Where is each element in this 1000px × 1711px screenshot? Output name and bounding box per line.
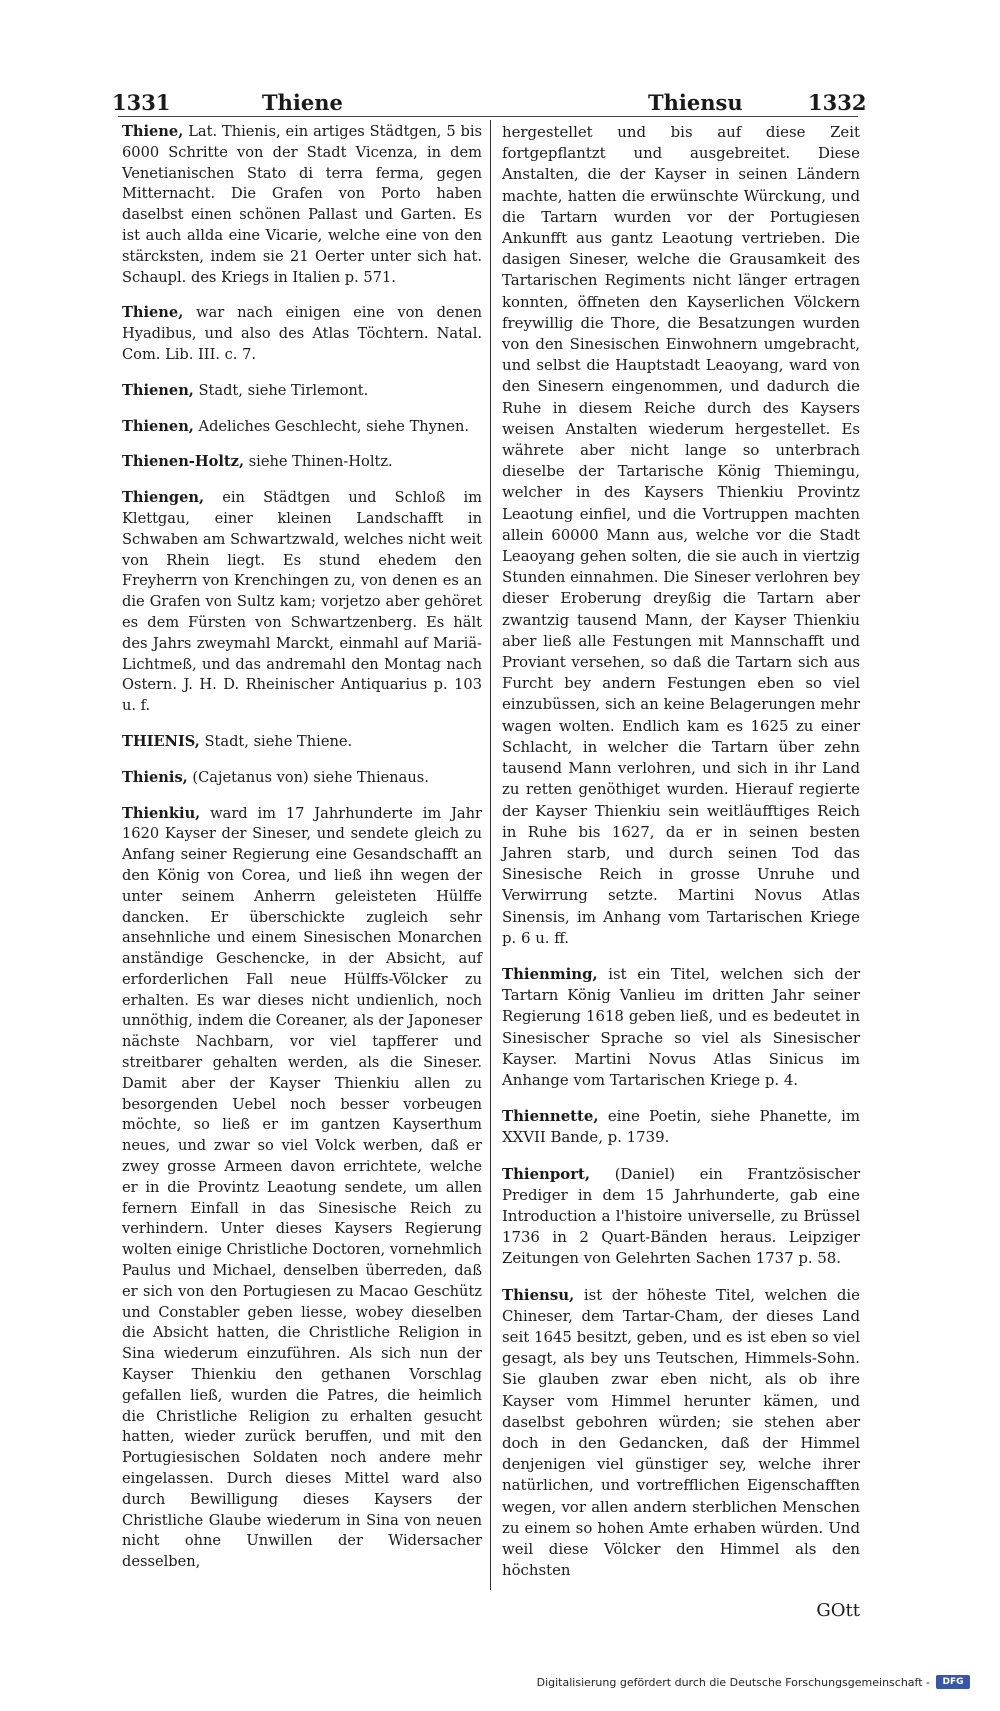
catchword: GOtt: [816, 1600, 860, 1621]
dfg-logo: DFG: [936, 1675, 970, 1689]
header-rule: [118, 116, 858, 117]
entry-lemma: Thienming,: [502, 964, 598, 983]
left-column: [122, 122, 482, 1588]
entry-lemma: Thienen-Holtz,: [122, 453, 245, 471]
entry: [122, 768, 482, 789]
entry-text: (Cajetanus von) siehe Thienaus.: [192, 768, 429, 786]
entry-text: Stadt, siehe Tirlemont.: [198, 381, 369, 399]
entry-lemma: Thienen,: [122, 381, 194, 399]
footer-credit: Digitalisierung gefördert durch die Deutsche Forschungsgemeinschaft -: [536, 1675, 930, 1689]
entry-text: Lat. Thienis, ein artiges Städtgen, 5 bis 6000 Schritte von der Stadt Vicenza, in dem Venetianischen Stato di terra ferma, gegen Mitternacht. Die Grafen von Porto haben daselbst einen schönen Pallast und Garten. Es ist auch allda eine Vicarie, welche eine von den stärcksten, indem sie 21 Oerter unter sich hat. Schaupl. des Kriegs in Italien p. 571.: [122, 123, 483, 286]
entry-text: ist der höheste Titel, welchen die Chineser, dem Tartar-Cham, der dieses Land seit 1645 besitzt, geben, und es ist eben so viel gesagt, als bey uns Teutschen, Himmels-Sohn. Sie glauben zwar eben nicht, als ob ihre Kayser vom Himmel herunter kämen, und daselbst gebohren würden; sie stehen aber doch in den Gedancken, daß der Himmel denjenigen viel günstiger sey, welche ihrer natürlichen, und vortrefflichen Eigenschafften wegen, vor allen andern sterblichen Menschen zu einem so hohen Amte erhaben würden. Und weil diese Völcker den Himmel als den höchsten: [502, 1285, 860, 1580]
entry-text: war nach einigen eine von denen Hyadibus, und also des Atlas Töchtern. Natal. Com. Lib. III. c. 7.: [122, 304, 482, 363]
entry-text: ist ein Titel, welchen sich der Tartarn König Vanlieu im dritten Jahr seiner Regierung 1618 geben ließ, und es bedeutet in Sinesischer Sprache so viel als Sinesischer Kayser. Martini Novus Atlas Sinicus im Anhange vom Tartarischen Kriege p. 4.: [502, 964, 861, 1089]
entry-lemma: Thienkiu,: [122, 804, 201, 822]
entry: [122, 804, 482, 1573]
entry-text: Stadt, siehe Thiene.: [204, 732, 353, 750]
entry: [122, 303, 482, 365]
entry-lemma: Thiene,: [122, 304, 184, 322]
right-page-number: 1332: [808, 90, 867, 115]
entry: [502, 1285, 860, 1582]
entry: [122, 417, 482, 438]
entry-lemma: Thienis,: [122, 768, 188, 786]
entry-text: (Daniel) ein Frantzösischer Prediger in dem 15 Jahrhunderte, gab eine Introduction a l'histoire universelle, zu Brüssel 1736 in 2 Quart-Bänden heraus. Leipziger Zeitungen von Gelehrten Sachen 1737 p. 58.: [502, 1164, 860, 1268]
entry: [122, 732, 482, 753]
entry-text: hergestellet und bis auf diese Zeit fortgepflantzt und ausgebreitet. Diese Anstalten, die der Kayser in seinen Ländern machte, hatten die erwünschte Würckung, und die Tartarn wurden vor der Portugiesen Ankunfft aus gantz Leaotung vertrieben. Die dasigen Sineser, welche die Grausamkeit des Tartarischen Regiments nicht länger ertragen konnten, öffneten den Kayserlichen Völckern freywillig die Thore, die Besatzungen wurden von den Sinesischen Einwohnern umgebracht, und selbst die Hauptstadt Leaoyang, ward von den Sinesern eingenommen, und dadurch die Ruhe in diesem Reiche durch des Kaysers weisen Anstalten wiederum hergestellet. Es währete aber nicht lange so unterbrach dieselbe der Tartarische König Thiemingu, welcher in des Kaysers Thienkiu Provintz Leaotung einfiel, und die Vortruppen machten allein 60000 Mann aus, welche vor die Stadt Leaoyang gehen solten, die sie auch in viertzig Stunden einnahmen. Die Sineser verlohren bey dieser Eroberung dreyßig die Tartarn aber zwantzig tausend Mann, der Kayser Thienkiu aber ließ alle Festungen mit Mannschafft und Proviant versehen, so daß die Tartarn sich aus Furcht bey andern Festungen eben so viel einzubüssen, sich an keine Belagerungen mehr wagen wolten. Endlich kam es 1625 zu einer Schlacht, in welcher die Tartarn über zehn tausend Mann verlohren, und sich in ihr Land zu retten genöthiget wurden. Hierauf regierte der Kayser Thienkiu sein weitläufftiges Reich in Ruhe bis 1627, da er in seinen besten Jahren starb, und durch seinen Tod das Sinesische Reich in grosse Unruhe und Verwirrung setzte. Martini Novus Atlas Sinensis, im Anhang vom Tartarischen Kriege p. 6 u. ff.: [502, 123, 860, 947]
entry-lemma: THIENIS,: [122, 732, 200, 750]
left-page-number: 1331: [112, 90, 171, 115]
entry: [122, 488, 482, 717]
column-divider: [490, 120, 491, 1590]
entry-lemma: Thiene,: [122, 123, 184, 140]
entry-lemma: Thienport,: [502, 1164, 591, 1183]
entry: [122, 122, 482, 288]
entry: [502, 964, 860, 1091]
entry-lemma: Thiengen,: [122, 489, 205, 507]
entry-text: Adeliches Geschlecht, siehe Thynen.: [198, 417, 470, 435]
entry: [122, 452, 482, 473]
entry-text: ward im 17 Jahrhunderte im Jahr 1620 Kayser der Sineser, und sendete gleich zu Anfang seiner Regierung eine Gesandschafft an den König von Corea, und ließ ihn wegen der unter seinem Anherrn geleisteten Hülffe dancken. Er überschickte zugleich sehr ansehnliche und einem Sinesischen Monarchen anständige Geschencke, in der Absicht, auf erforderlichen Fall neue Hülffs-Völcker zu erhalten. Es war dieses nicht undienlich, noch unnöthig, indem die Coreaner, als der Japoneser nächste Nachbarn, vor viel tapfferer und streitbarer gehalten werden, als die Sineser. Damit aber der Kayser Thienkiu allen zu besorgenden Uebel noch besser vorbeugen möchte, so ließ er im gantzen Kayserthum neues, und zwar so viel Volck werben, daß er zwey grosse Armeen davon errichtete, welche er in die Provintz Leaotung sendete, um allen fernern Einfall in das Sinesische Reich zu verhindern. Unter dieses Kaysers Regierung wolten einige Christliche Doctoren, vornehmlich Paulus und Michael, denselben überreden, daß er sich von den Portugiesen zu Macao Geschütz und Constabler geben liesse, wobey dieselben die Absicht hatten, die Christliche Religion in Sina wiederum einzuführen. Als sich nun der Kayser Thienkiu den gethanen Vorschlag gefallen ließ, wurden die Patres, die heimlich die Christliche Religion zu erhalten gesucht hatten, wieder zurück beruffen, und mit den Portugiesischen Soldaten noch andere mehr eingelassen. Durch dieses Mittel ward also durch Bewilligung dieses Kaysers der Christliche Glaube wiederum in Sina von neuen nicht ohne Unwillen der Widersacher desselben,: [122, 804, 483, 1571]
right-running-title: Thiensu: [648, 90, 743, 115]
entry-lemma: Thiensu,: [502, 1285, 575, 1304]
right-column: [502, 122, 860, 1596]
entry: [502, 1106, 860, 1148]
entry-text: ein Städtgen und Schloß im Klettgau, einer kleinen Landschafft in Schwaben am Schwartzwald, welches nicht weit von Rhein liegt. Es stund ehedem den Freyherrn von Krenchingen zu, von denen es an die Grafen von Sultz kam; vorjetzo aber gehöret es dem Fürsten von Schwartzenberg. Es hält des Jahrs zweymahl Marckt, einmahl auf Mariä-Lichtmeß, und das andremahl den Montag nach Ostern. J. H. D. Rheinischer Antiquarius p. 103 u. f.: [122, 489, 483, 715]
entry-text: siehe Thinen-Holtz.: [248, 453, 393, 471]
entry-lemma: Thienen,: [122, 417, 194, 435]
entry-lemma: Thiennette,: [502, 1107, 599, 1126]
footer: [537, 1675, 970, 1689]
entry: [502, 122, 860, 949]
left-running-title: Thiene: [262, 90, 343, 115]
entry: [502, 1164, 860, 1270]
entry-text: eine Poetin, siehe Phanette, im XXVII Bande, p. 1739.: [502, 1107, 861, 1147]
entry: [122, 381, 482, 402]
